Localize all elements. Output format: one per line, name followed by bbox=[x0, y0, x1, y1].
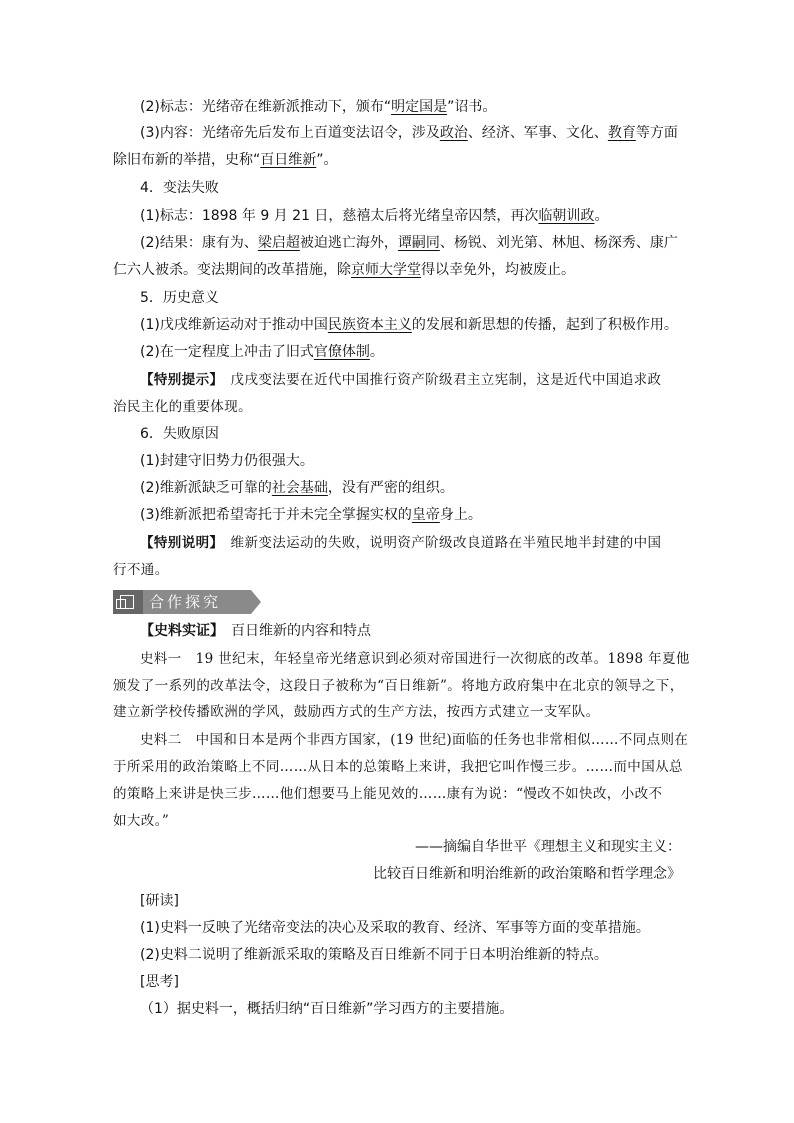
section-heading: 6．失败原因 bbox=[140, 426, 219, 442]
text-line: (1)标志：1898 年 9 月 21 日，慈禧太后将光绪皇帝囚禁，再次临朝训政。 bbox=[140, 208, 609, 224]
question: （1）据史料一，概括归纳“百日维新”学习西方的主要措施。 bbox=[140, 1001, 514, 1017]
source-text: 建立新学校传播欧洲的学风，鼓励西方式的生产方法，按西方式建立一支军队。 bbox=[113, 704, 600, 720]
source-text: 于所采用的政治策略上不同……从日本的总策略上来讲，我把它叫作慢三步。……而中国从总 bbox=[113, 759, 683, 775]
section-banner bbox=[113, 590, 259, 614]
text-line: (3)维新派把希望寄托于并未完全掌握实权的皇帝身上。 bbox=[140, 507, 482, 523]
text-line: (2)在一定程度上冲击了旧式官僚体制。 bbox=[140, 344, 384, 360]
source-text: 的策略上来讲是快三步……他们想要马上能见效的……康有为说：“慢改不如快改，小改不 bbox=[113, 786, 663, 802]
text-line: (2)标志：光绪帝在维新派推动下，颁布“明定国是”诏书。 bbox=[140, 99, 497, 115]
tip-note: 【特别说明】 维新变法运动的失败，说明资产阶级改良道路在半殖民地半封建的中国 bbox=[140, 535, 662, 551]
subheading: [研读] bbox=[140, 893, 179, 909]
section-heading: 4．变法失败 bbox=[140, 180, 219, 196]
source-text: 颁发了一系列的改革法令，这段日子被称为“百日维新”。将地方政府集中在北京的领导之下， bbox=[113, 678, 684, 694]
banner-label: 合作探究 bbox=[143, 590, 251, 614]
tip-note: 行不通。 bbox=[113, 562, 169, 578]
section-heading: 5．历史意义 bbox=[140, 290, 219, 306]
text-line: (1)戊戌维新运动对于推动中国民族资本主义的发展和新思想的传播，起到了积极作用。 bbox=[140, 317, 678, 333]
text-line: (1)封建守旧势力仍很强大。 bbox=[140, 453, 314, 469]
text-line: 仁六人被杀。变法期间的改革措施，除京师大学堂得以幸免外，均被废止。 bbox=[113, 262, 575, 278]
book-icon bbox=[113, 590, 143, 614]
source-text: 史料二 中国和日本是两个非西方国家，(19 世纪)面临的任务也非常相似……不同点则在 bbox=[140, 732, 689, 748]
source-text: 如大改。” bbox=[113, 813, 170, 829]
text-line: (2)结果：康有为、梁启超被迫逃亡海外，谭嗣同、杨锐、刘光第、林旭、杨深秀、康广 bbox=[140, 235, 678, 251]
text-line: (3)内容：光绪帝先后发布上百道变法诏令，涉及政治、经济、军事、文化、教育等方面 bbox=[140, 125, 678, 141]
tip-note: 【特别提示】 戊戌变法要在近代中国推行资产阶级君主立宪制，这是近代中国追求政 bbox=[140, 372, 662, 388]
text-line: (1)史料一反映了光绪帝变法的决心及采取的教育、经济、军事等方面的变革措施。 bbox=[140, 920, 650, 936]
text-line: 除旧布新的举措，史称“百日维新”。 bbox=[113, 152, 338, 168]
text-line: 【史料实证】 百日维新的内容和特点 bbox=[140, 623, 371, 639]
text-line: (2)维新派缺乏可靠的社会基础，没有严密的组织。 bbox=[140, 480, 454, 496]
source-text: 史料一 19 世纪末，年轻皇帝光绪意识到必须对帝国进行一次彻底的改革。1898 年夏他 bbox=[140, 651, 690, 667]
tip-note: 治民主化的重要体现。 bbox=[113, 399, 252, 415]
subheading: [思考] bbox=[140, 974, 179, 990]
citation: 比较百日维新和明治维新的政治策略和哲学理念》 bbox=[373, 866, 681, 882]
citation: ——摘编自华世平《理想主义和现实主义： bbox=[415, 839, 681, 855]
text-line: (2)史料二说明了维新派采取的策略及百日维新不同于日本明治维新的特点。 bbox=[140, 947, 608, 963]
